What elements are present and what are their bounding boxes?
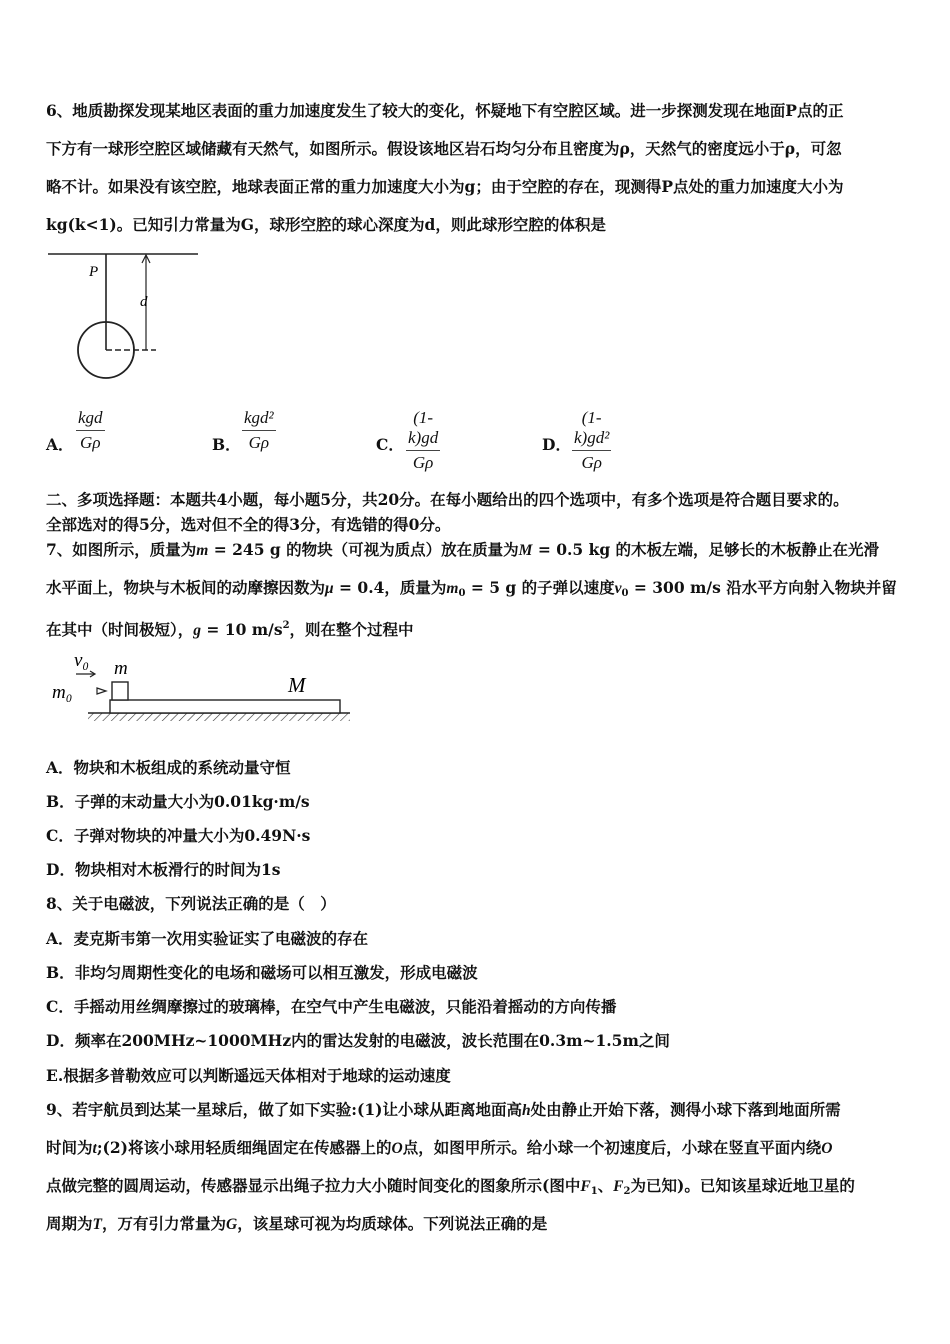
denominator: Gρ [248,433,270,452]
ground-hatch [88,713,350,721]
q7-text-line: 在其中（时间极短），g = 10 $m/s^2$，则在整个过程中 [46,620,414,639]
q6-cavity-figure [44,248,204,393]
denominator: Gρ [412,453,434,472]
q6-text-line: 略不计。如果没有该空腔，地球表面正常的重力加速度大小为g；由于空腔的存在，现测得P点处的重力加速度大小为 [46,177,844,196]
fraction [76,408,105,453]
label-M: M [288,673,306,697]
option-letter: B． [212,435,241,454]
q8-option-e[interactable]: E.根据多普勒效应可以判断遥远天体相对于地球的运动速度 [46,1066,451,1085]
label-p: P [89,264,99,280]
q9-text-line: 周期为T，万有引力常量为G，该星球可视为均质球体。下列说法正确的是 [46,1214,548,1233]
q8-option-a[interactable]: A．麦克斯韦第一次用实验证实了电磁波的存在 [46,929,369,948]
q8-option-b[interactable]: B．非均匀周期性变化的电场和磁场可以相互激发，形成电磁波 [46,963,478,982]
q8-option-d[interactable]: D．频率在200MHz~1000MHz内的雷达发射的电磁波，波长范围在0.3m~1.5m之间 [46,1031,670,1050]
q7-text-line: 水平面上，物块与木板间的动摩擦因数为μ = 0.4，质量为$m_0 = 5$ g 的子弹以速度$v_0 = 300$ m/s 沿水平方向射入物块并留 [46,578,897,599]
label-d: d [140,294,148,310]
q9-text-line: 9、若宇航员到达某一星球后，做了如下实验:(1)让小球从距离地面高h处由静止开始下落，测得小球下落到地面所需 [46,1100,841,1119]
bullet-shape [97,688,106,694]
q7-option-c[interactable]: C．子弹对物块的冲量大小为0.49N·s [46,826,311,845]
label-m0: m₀ [52,682,73,703]
numerator: kgd² [242,408,276,431]
numerator: kgd [76,408,105,431]
q6-text-line: 下方有一球形空腔区域储藏有天然气，如图所示。假设该地区岩石均匀分布且密度为ρ，天然气的密度远小于ρ，可忽 [46,139,842,158]
option-letter: A． [46,435,74,454]
fraction [242,408,276,453]
section-heading: 全部选对的得5分，选对但不全的得3分，有选错的得0分。 [46,515,451,534]
q9-text-line: 点做完整的圆周运动，传感器显示出绳子拉力大小随时间变化的图象所示(图中$F_1$、$F_2$为已知)。已知该星球近地卫星的 [46,1176,855,1197]
fraction [406,408,440,473]
numerator: (1- k)gd [406,408,440,451]
q6-text-line: kg(k<1)。已知引力常量为G，球形空腔的球心深度为d，则此球形空腔的体积是 [46,215,606,234]
board-M [110,700,340,713]
denominator: Gρ [80,433,101,452]
fraction [572,408,611,473]
q8-stem: 8、关于电磁波，下列说法正确的是（ ） [46,894,336,913]
q8-option-c[interactable]: C．手摇动用丝绸摩擦过的玻璃棒，在空气中产生电磁波，只能沿着摇动的方向传播 [46,997,617,1016]
q7-option-a[interactable]: A．物块和木板组成的系统动量守恒 [46,758,291,777]
q7-block-board-figure [48,648,354,730]
block-m [112,682,128,700]
label-m: m [114,658,128,679]
q7-text-line: 7、如图所示，质量为m = 245 g 的物块（可视为质点）放在质量为M = 0.5 kg 的木板左端，足够长的木板静止在光滑 [46,540,880,559]
section-heading: 二、多项选择题：本题共4小题，每小题5分，共20分。在每小题给出的四个选项中，有多个选项是符合题目要求的。 [46,490,849,509]
denominator: Gρ [581,453,602,472]
q7-option-b[interactable]: B．子弹的末动量大小为0.01kg·m/s [46,792,310,811]
q6-text-line: 6、地质勘探发现某地区表面的重力加速度发生了较大的变化，怀疑地下有空腔区域。进一步探测发现在地面P点的正 [46,101,844,120]
option-letter: D． [542,435,571,454]
option-letter: C． [376,435,404,454]
q9-text-line: 时间为t;(2)将该小球用轻质细绳固定在传感器上的O点，如图甲所示。给小球一个初速度后，小球在竖直平面内绕O [46,1138,833,1157]
q7-option-d[interactable]: D．物块相对木板滑行的时间为1s [46,860,281,879]
numerator: (1- k)gd² [572,408,611,451]
label-v0: v₀ [74,650,90,671]
